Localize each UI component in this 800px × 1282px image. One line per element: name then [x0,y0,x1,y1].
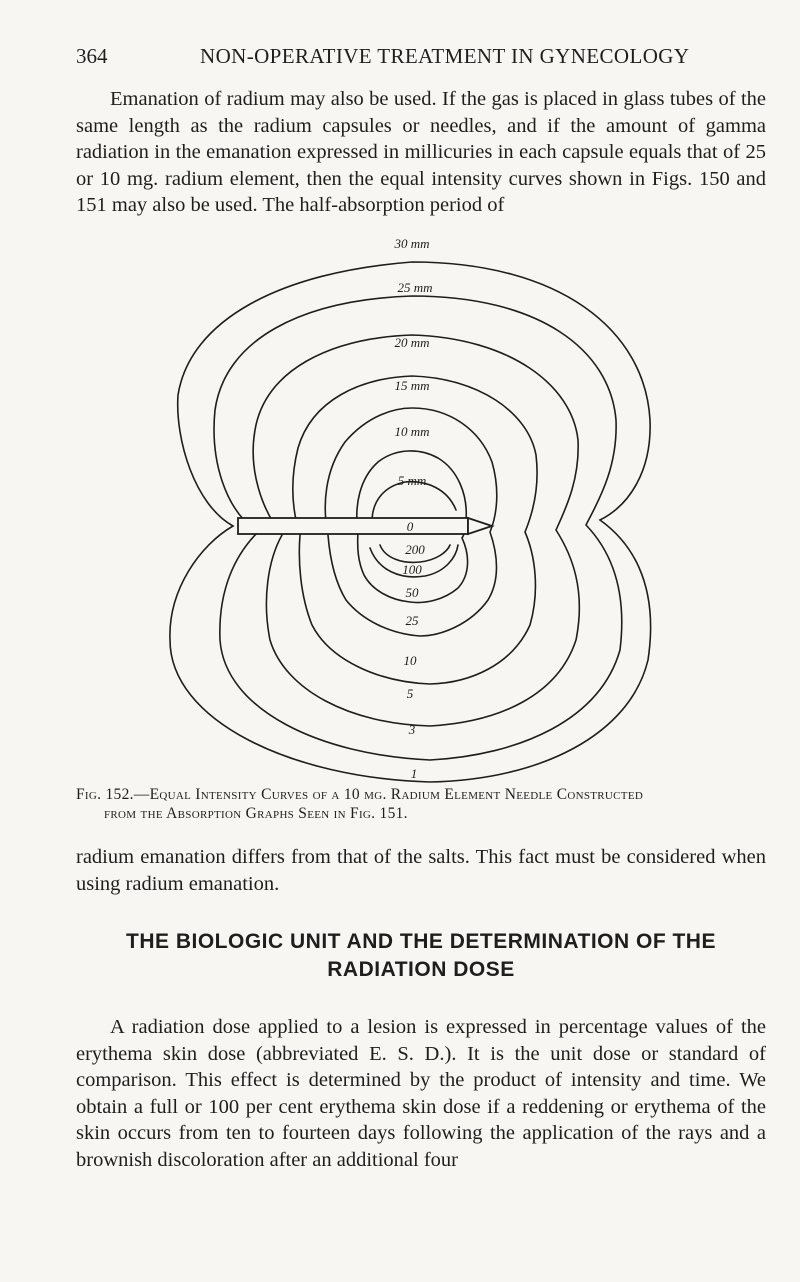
paragraph-erythema-dose: A radiation dose applied to a lesion is expressed in percentage values of the erythema skin dose (abbreviated E. S. D.). It is the unit dose or standard of comparison. This effect is determined by the product of intensity and time. We obtain a full or 100 per cent erythema skin dose if a reddening or erythema of the skin occurs from ten to fourteen days following the application of the rays and a brownish discoloration after an additional four [76,1016,766,1171]
heading-line-1: THE BIOLOGIC UNIT AND THE DETERMINATION OF THE [126,930,716,953]
section-heading [76,928,766,984]
label-3: 3 [408,722,416,737]
label-30mm: 30 mm [394,236,430,251]
paragraph-emanation: Emanation of radium may also be used. If the gas is placed in glass tubes of the same length as the radium capsules or needles, and if the amount of gamma radiation in the emanation expressed in millicuries in each capsule equals that of 25 or 10 mg. radium element, then the equal intensity curves shown in Figs. 150 and 151 may also be used. The half-absorption period of [76,88,766,216]
paragraph-half-absorption: radium emanation differs from that of the salts. This fact must be considered when using radium emanation. [76,846,766,895]
label-25mm: 25 mm [397,280,433,295]
label-100: 100 [402,562,422,577]
caption-line-1: Fig. 152.—Equal Intensity Curves of a 10 mg. Radium Element Needle Constructed [76,786,644,803]
label-1: 1 [410,766,418,781]
label-5: 5 [406,686,414,701]
figure-caption [76,785,766,823]
label-0: 0 [406,519,414,534]
label-25: 25 [405,613,419,628]
label-50: 50 [405,585,419,600]
label-10: 10 [403,653,417,668]
running-head: NON-OPERATIVE TREATMENT IN GYNECOLOGY [200,44,690,68]
caption-line-2: from the Absorption Graphs Seen in Fig. 151. [104,805,408,822]
needle-tip [468,518,492,534]
label-15mm: 15 mm [394,378,430,393]
label-200: 200 [405,542,425,557]
label-5mm: 5 mm [397,473,427,488]
label-20mm: 20 mm [394,335,430,350]
heading-line-2: RADIATION DOSE [327,958,515,981]
radium-needle [238,518,468,534]
page-number: 364 [76,44,108,68]
label-10mm: 10 mm [394,424,430,439]
